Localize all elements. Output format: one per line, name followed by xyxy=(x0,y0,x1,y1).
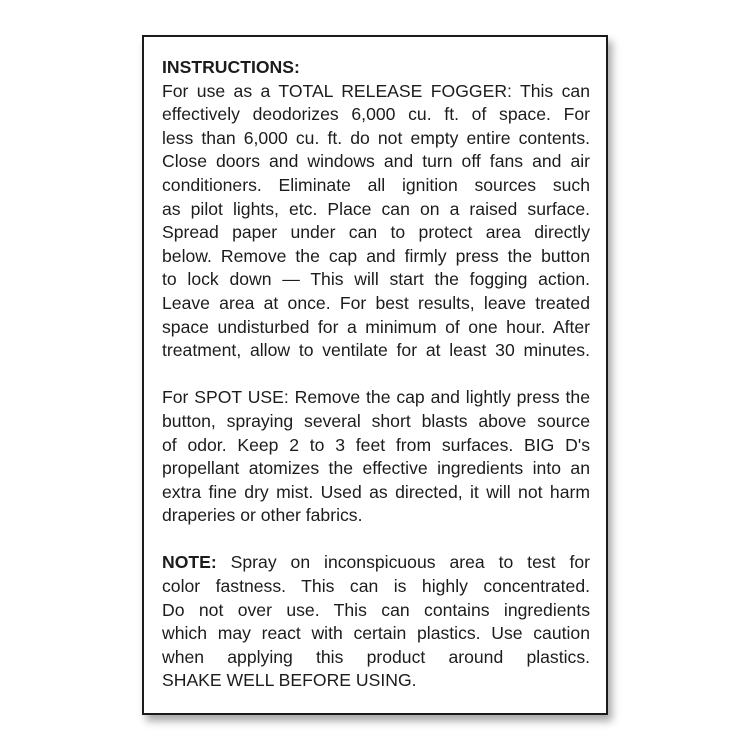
instructions-line: less than 6,000 cu. ft. do not empty entire contents. xyxy=(162,127,590,148)
label-content xyxy=(162,56,590,693)
instructions-line: as pilot lights, etc. Place can on a raised surface. xyxy=(162,198,590,219)
instructions-section xyxy=(162,56,590,363)
note-first-line xyxy=(162,551,590,575)
instructions-line: For use as a TOTAL RELEASE FOGGER: This can xyxy=(162,80,590,101)
note-section xyxy=(162,551,590,693)
spot-use-line: draperies or other fabrics. xyxy=(162,505,363,526)
instructions-line: effectively deodorizes 6,000 cu. ft. of space. For xyxy=(162,104,590,125)
note-line: Do not over use. This can contains ingredients xyxy=(162,599,590,620)
instructions-line: to lock down — This will start the fogging action. xyxy=(162,269,590,290)
note-line: which may react with certain plastics. Use caution xyxy=(162,623,590,644)
instructions-line: Close doors and windows and turn off fans and air xyxy=(162,151,590,172)
note-first-line-text: Spray on inconspicuous area to test for xyxy=(216,552,590,573)
instructions-heading: INSTRUCTIONS: xyxy=(162,57,300,77)
note-lead: NOTE: xyxy=(162,552,217,573)
note-line: when applying this product around plastics. xyxy=(162,646,590,667)
instructions-label xyxy=(142,35,608,715)
spot-use-section xyxy=(162,386,590,528)
spot-use-line: For SPOT USE: Remove the cap and lightly press the xyxy=(162,387,590,408)
note-line: color fastness. This can is highly concentrated. xyxy=(162,576,590,597)
instructions-line: conditioners. Eliminate all ignition sources such xyxy=(162,174,590,195)
instructions-line: space undisturbed for a minimum of one hour. After xyxy=(162,316,590,337)
instructions-line: Leave area at once. For best results, leave treated xyxy=(162,292,590,313)
spot-use-line: of odor. Keep 2 to 3 feet from surfaces. BIG D's xyxy=(162,434,590,455)
spot-use-line: button, spraying several short blasts above source xyxy=(162,410,590,431)
note-line: SHAKE WELL BEFORE USING. xyxy=(162,670,417,691)
spot-use-line: extra fine dry mist. Used as directed, it will not harm xyxy=(162,481,590,502)
instructions-line: below. Remove the cap and firmly press the button xyxy=(162,245,590,266)
instructions-line: Spread paper under can to protect area directly xyxy=(162,222,590,243)
instructions-line: treatment, allow to ventilate for at least 30 minutes. xyxy=(162,340,590,361)
spot-use-line: propellant atomizes the effective ingredients into an xyxy=(162,458,590,479)
